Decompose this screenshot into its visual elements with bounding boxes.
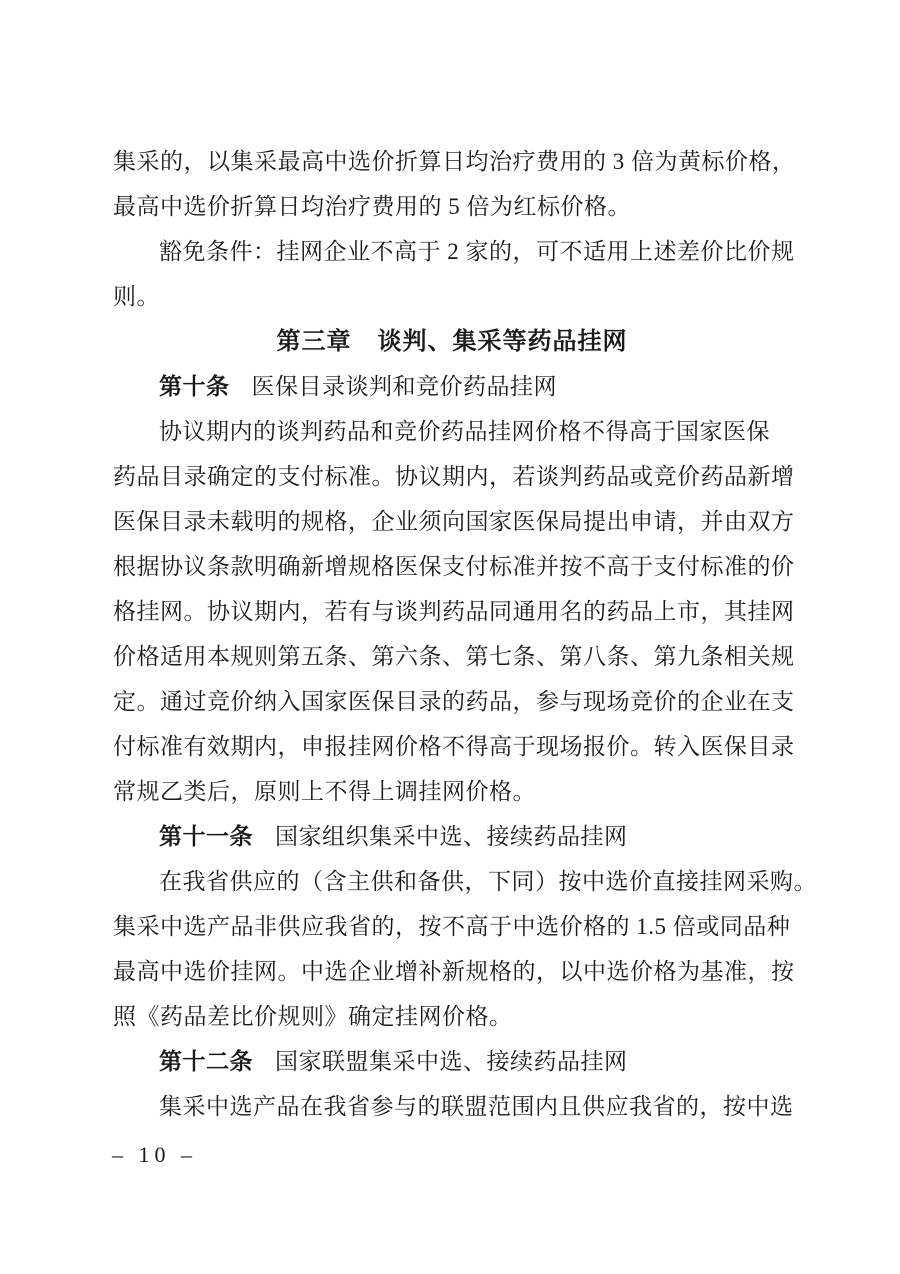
document-content [113,139,817,1129]
page-number: – 10 – [112,1142,197,1167]
text-line: 格挂网。协议期内，若有与谈判药品同通用名的药品上市，其挂网 [113,599,795,624]
text-line: 则。 [113,284,160,309]
text-line: 集采中选产品非供应我省的，按不高于中选价格的 1.5 倍或同品种 [113,914,791,939]
heading-title: 国家组织集采中选、接续药品挂网 [275,824,628,849]
heading-label: 第十一条 [159,823,253,849]
heading-title: 国家联盟集采中选、接续药品挂网 [275,1049,628,1074]
text-line: 在我省供应的（含主供和备供，下同）按中选价直接挂网采购。 [159,869,817,894]
text-line: 协议期内的谈判药品和竞价药品挂网价格不得高于国家医保 [159,419,770,444]
text-line: 价格适用本规则第五条、第六条、第七条、第八条、第九条相关规 [113,644,795,669]
heading-label: 第三章 [276,328,352,355]
page-footer [112,1142,197,1168]
text-line: 药品目录确定的支付标准。协议期内，若谈判药品或竞价药品新增 [113,464,795,489]
chapter-heading [113,319,791,364]
text-line: 付标准有效期内，申报挂网价格不得高于现场报价。转入医保目录 [113,734,795,759]
article-heading [113,814,791,859]
text-line: 最高中选价折算日均治疗费用的 5 倍为红标价格。 [113,194,631,219]
heading-title: 医保目录谈判和竞价药品挂网 [251,374,557,399]
text-line: 根据协议条款明确新增规格医保支付标准并按不高于支付标准的价 [113,554,795,579]
text-line: 常规乙类后，原则上不得上调挂网价格。 [113,779,536,804]
text-line: 最高中选价挂网。中选企业增补新规格的，以中选价格为基准，按 [113,959,795,984]
heading-title: 谈判、集采等药品挂网 [377,328,628,355]
text-line: 集采中选产品在我省参与的联盟范围内且供应我省的，按中选 [159,1094,794,1119]
heading-label: 第十条 [159,373,230,399]
heading-label: 第十二条 [159,1048,253,1074]
article-heading [113,364,791,409]
text-line: 豁免条件：挂网企业不高于 2 家的，可不适用上述差价比价规 [159,239,795,264]
text-line: 定。通过竞价纳入国家医保目录的药品，参与现场竞价的企业在支 [113,689,795,714]
text-line: 照《药品差比价规则》确定挂网价格。 [113,1004,513,1029]
text-line: 医保目录未载明的规格，企业须向国家医保局提出申请，并由双方 [113,509,795,534]
text-line: 集采的，以集采最高中选价折算日均治疗费用的 3 倍为黄标价格， [113,149,796,174]
article-heading [113,1039,791,1084]
